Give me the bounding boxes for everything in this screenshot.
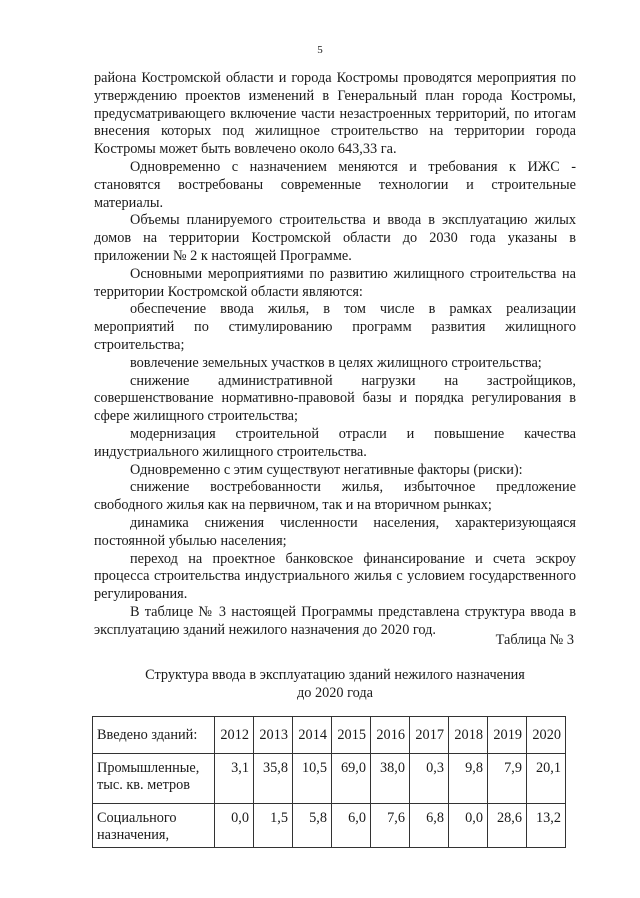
table-cell: 3,1 xyxy=(215,754,254,804)
table-cell: 38,0 xyxy=(371,754,410,804)
paragraph: снижение административной нагрузки на застройщиков, совершенствование нормативно-правовой базы и порядка регулирования в сфере жилищного строительства; xyxy=(94,372,576,425)
table-header-cell: 2014 xyxy=(293,717,332,754)
table-cell: 35,8 xyxy=(254,754,293,804)
table-cell: 6,8 xyxy=(410,804,449,848)
table-header-cell: 2016 xyxy=(371,717,410,754)
table-header-cell: Введено зданий: xyxy=(93,717,215,754)
table-cell: 7,9 xyxy=(488,754,527,804)
table-header-cell: 2018 xyxy=(449,717,488,754)
table-cell: 0,0 xyxy=(449,804,488,848)
table-cell: 5,8 xyxy=(293,804,332,848)
table-header-cell: 2020 xyxy=(527,717,566,754)
table-title-line: до 2020 года xyxy=(296,685,374,701)
table-header-cell: 2013 xyxy=(254,717,293,754)
table-cell: 6,0 xyxy=(332,804,371,848)
table-header-cell: 2012 xyxy=(215,717,254,754)
table-cell: 69,0 xyxy=(332,754,371,804)
paragraph: района Костромской области и города Костромы проводятся мероприятия по утверждению проектов изменений в Генеральный план города Костромы, предусматривающего включение части незастроенных территорий, по итогам внесения которых под жилищное строительство на территории города Костромы может быть вовлечено около 643,33 га. xyxy=(94,70,576,158)
table-cell: 13,2 xyxy=(527,804,566,848)
paragraph: В таблице № 3 настоящей Программы представлена структура ввода в эксплуатацию зданий нежилого назначения до 2020 год. xyxy=(94,603,576,638)
table-cell: 20,1 xyxy=(527,754,566,804)
table-cell: 0,0 xyxy=(215,804,254,848)
table-title xyxy=(94,666,576,702)
body-text xyxy=(94,70,576,640)
table-header-row xyxy=(93,717,566,754)
table-cell: Социального назначения, xyxy=(93,804,215,848)
table-row xyxy=(93,754,566,804)
table-title-line: Структура ввода в эксплуатацию зданий нежилого назначения xyxy=(145,667,525,683)
table-cell: 28,6 xyxy=(488,804,527,848)
table-label: Таблица № 3 xyxy=(495,632,574,648)
paragraph: Основными мероприятиями по развитию жилищного строительства на территории Костромской области являются: xyxy=(94,265,576,300)
paragraph: переход на проектное банковское финансирование и счета эскроу процесса строительства индустриального жилья с условием государственного регулирования. xyxy=(94,550,576,603)
paragraph: Одновременно с этим существуют негативные факторы (риски): xyxy=(130,461,523,478)
table-cell: 7,6 xyxy=(371,804,410,848)
table-cell: 1,5 xyxy=(254,804,293,848)
paragraph: Одновременно с назначением меняются и требования к ИЖС - становятся востребованы современные технологии и строительные материалы. xyxy=(94,158,576,211)
paragraph: обеспечение ввода жилья, в том числе в рамках реализации мероприятий по стимулированию программ развития жилищного строительства; xyxy=(94,301,576,353)
paragraph: Объемы планируемого строительства и ввода в эксплуатацию жилых домов на территории Костромской области до 2030 года указаны в приложении № 2 к настоящей Программе. xyxy=(94,212,576,264)
table-cell: 0,3 xyxy=(410,754,449,804)
paragraph: снижение востребованности жилья, избыточное предложение свободного жилья как на первичном, так и на вторичном рынках; xyxy=(94,479,576,514)
table-header-cell: 2015 xyxy=(332,717,371,754)
table-cell: Промышленные, тыс. кв. метров xyxy=(93,754,215,804)
page-number: 5 xyxy=(317,44,323,56)
table-header-cell: 2019 xyxy=(488,717,527,754)
table-cell: 9,8 xyxy=(449,754,488,804)
table-row xyxy=(93,804,566,848)
data-table xyxy=(92,716,566,848)
paragraph: вовлечение земельных участков в целях жилищного строительства; xyxy=(130,354,542,371)
paragraph: динамика снижения численности населения, характеризующаяся постоянной убылью населения; xyxy=(94,514,576,549)
paragraph: модернизация строительной отрасли и повышение качества индустриального жилищного строительства. xyxy=(94,425,576,460)
table-header-cell: 2017 xyxy=(410,717,449,754)
table-cell: 10,5 xyxy=(293,754,332,804)
